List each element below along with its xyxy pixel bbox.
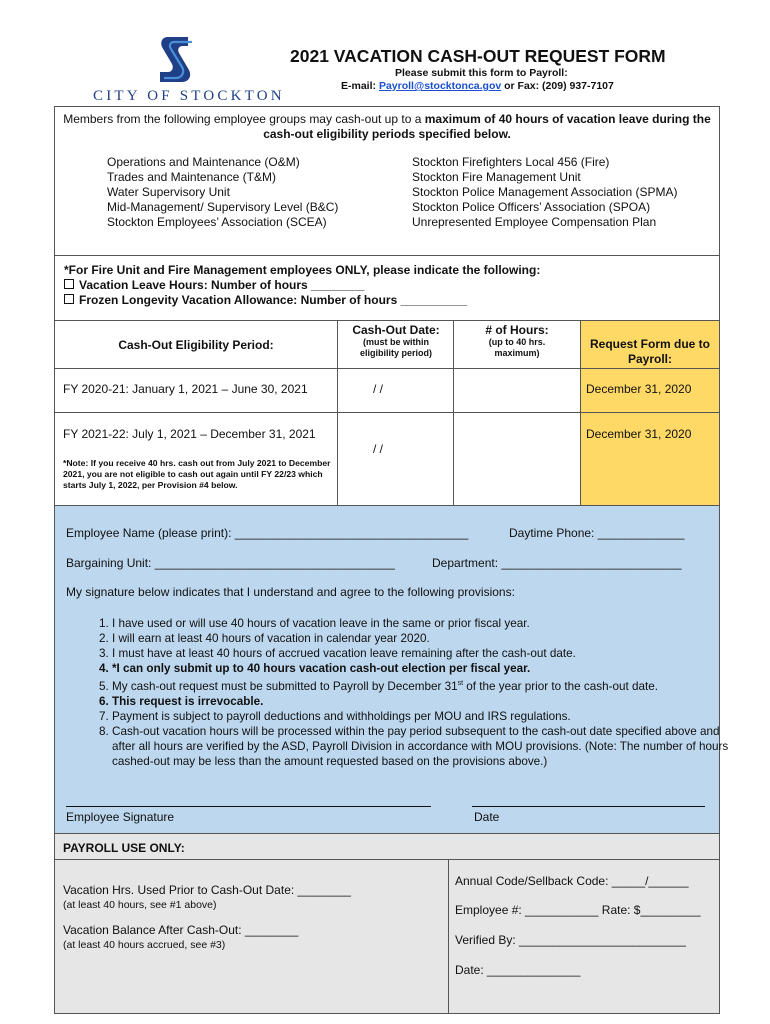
divider — [54, 859, 720, 860]
verified-by-field[interactable]: Verified By: _________________________ — [455, 933, 686, 947]
group-item: Operations and Maintenance (O&M) — [107, 155, 300, 169]
payroll-date-field[interactable]: Date: ______________ — [455, 963, 581, 977]
vacation-hours-checkbox[interactable] — [64, 279, 74, 289]
provisions-list — [86, 616, 742, 769]
fire-heading: *For Fire Unit and Fire Management employees ONLY, please indicate the following: — [64, 263, 541, 277]
divider — [54, 412, 720, 413]
payroll-email-link[interactable]: Payroll@stocktonca.gov — [378, 80, 502, 92]
payroll-heading: PAYROLL USE ONLY: — [63, 841, 185, 855]
cash-out-date-1[interactable]: / / — [373, 382, 384, 396]
due-date-1: December 31, 2020 — [586, 382, 692, 396]
submit-instruction: Please submit this form to Payroll: — [395, 67, 568, 79]
signature-date-label: Date — [474, 810, 500, 824]
due-date-2: December 31, 2020 — [586, 427, 692, 441]
provision-item — [112, 676, 742, 694]
provision-5-sup: st — [457, 680, 464, 687]
intro-text — [60, 112, 714, 142]
col-date-note: (must be within eligibility period) — [359, 337, 432, 358]
cash-out-date-2[interactable]: / / — [373, 442, 384, 456]
vacation-hours-row — [64, 278, 540, 293]
divider — [453, 320, 454, 505]
period-row-2: FY 2021-22: July 1, 2021 – December 31, 2021 — [63, 427, 316, 441]
group-item: Trades and Maintenance (T&M) — [107, 170, 276, 184]
frozen-longevity-label: Frozen Longevity Vacation Allowance: Number of hours __________ — [79, 293, 468, 307]
city-logo-icon — [158, 34, 194, 86]
col-date-header: Cash-Out Date: — [352, 323, 440, 337]
group-item: Mid-Management/ Supervisory Level (B&C) — [107, 200, 339, 214]
col-hours-note: (up to 40 hrs. maximum) — [488, 337, 546, 358]
form-title: 2021 VACATION CASH-OUT REQUEST FORM — [290, 46, 666, 66]
divider — [54, 255, 720, 256]
provision-5-end: of the year prior to the cash-out date. — [463, 679, 658, 693]
divider — [54, 320, 720, 321]
employee-signature-label: Employee Signature — [66, 810, 175, 824]
fire-section — [64, 263, 540, 308]
groups-right — [412, 155, 677, 230]
col-period-header: Cash-Out Eligibility Period: — [118, 338, 274, 352]
divider — [54, 505, 720, 506]
divider — [448, 859, 449, 1013]
date-line[interactable] — [472, 806, 705, 807]
vacation-hours-label: Vacation Leave Hours: Number of hours ________ — [79, 278, 365, 292]
divider — [580, 320, 581, 505]
employee-name-field[interactable]: Employee Name (please print): ___________________________________ — [66, 526, 469, 540]
provision-item: 2. I will earn at least 40 hours of vacation in calendar year 2020. — [112, 631, 742, 646]
group-item: Stockton Police Officers’ Association (SPOA) — [412, 200, 651, 214]
balance-after-note: (at least 40 hours accrued, see #3) — [63, 939, 226, 951]
intro-start: Members from the following employee groups may cash-out up to a — [63, 112, 425, 126]
signature-line[interactable] — [66, 806, 431, 807]
group-item: Unrepresented Employee Compensation Plan — [412, 215, 657, 229]
employee-rate-field[interactable]: Employee #: ___________ Rate: $_________ — [455, 903, 701, 917]
contact-line — [341, 80, 614, 92]
group-item: Stockton Police Management Association (SPMA) — [412, 185, 678, 199]
frozen-longevity-checkbox[interactable] — [64, 294, 74, 304]
frozen-longevity-row — [64, 293, 540, 308]
provision-item: 8. Cash-out vacation hours will be processed within the pay period subsequent to the cash-out date specified above and after all hours are verified by the ASD, Payroll Division in accordance with MOU provisions. (Note: The number of hours cashed-out may be less than the amount requested based on the provisions above.) — [112, 724, 742, 769]
divider — [337, 320, 338, 505]
bargaining-unit-field[interactable]: Bargaining Unit: ____________________________________ — [66, 556, 395, 570]
groups-left — [107, 155, 338, 230]
used-prior-note: (at least 40 hours, see #1 above) — [63, 899, 217, 911]
col-due-header: Request Form due to Payroll: — [589, 337, 710, 366]
annual-code-field[interactable]: Annual Code/Sellback Code: _____/______ — [455, 874, 689, 888]
divider — [54, 833, 720, 834]
provision-item: 1. I have used or will use 40 hours of vacation leave in the same or prior fiscal year. — [112, 616, 742, 631]
provision-item: 6. This request is irrevocable. — [112, 694, 742, 709]
period-row-1: FY 2020-21: January 1, 2021 – June 30, 2021 — [63, 382, 308, 396]
provision-item: 3. I must have at least 40 hours of accrued vacation leave remaining after the cash-out date. — [112, 646, 742, 661]
used-prior-field[interactable]: Vacation Hrs. Used Prior to Cash-Out Date: ________ — [63, 883, 351, 897]
divider — [54, 368, 720, 369]
provision-item: 4. *I can only submit up to 40 hours vacation cash-out election per fiscal year. — [112, 661, 742, 676]
department-field[interactable]: Department: ___________________________ — [432, 556, 682, 570]
email-label: E-mail: — [341, 80, 379, 92]
group-item: Stockton Firefighters Local 456 (Fire) — [412, 155, 610, 169]
group-item: Stockton Fire Management Unit — [412, 170, 581, 184]
daytime-phone-field[interactable]: Daytime Phone: _____________ — [509, 526, 685, 540]
table-note: *Note: If you receive 40 hrs. cash out from July 2021 to December 2021, you are not eligible to cash out again until FY 22/23 which starts July 1, 2022, per Provision #4 below. — [63, 458, 331, 490]
city-logo-text: CITY OF STOCKTON — [93, 88, 285, 104]
col-hours-header: # of Hours: — [485, 323, 549, 337]
group-item: Water Supervisory Unit — [107, 185, 230, 199]
agreement-text: My signature below indicates that I understand and agree to the following provisions: — [66, 585, 515, 599]
intro-bold: maximum of 40 hours of vacation leave during the cash-out eligibility periods specified below. — [263, 112, 711, 141]
fax-text: or Fax: (209) 937-7107 — [501, 80, 614, 92]
provision-5-text: My cash-out request must be submitted to Payroll by December 31 — [112, 679, 458, 693]
group-item: Stockton Employees’ Association (SCEA) — [107, 215, 327, 229]
provision-item: 7. Payment is subject to payroll deductions and withholdings per MOU and IRS regulations. — [112, 709, 742, 724]
balance-after-field[interactable]: Vacation Balance After Cash-Out: ________ — [63, 923, 299, 937]
